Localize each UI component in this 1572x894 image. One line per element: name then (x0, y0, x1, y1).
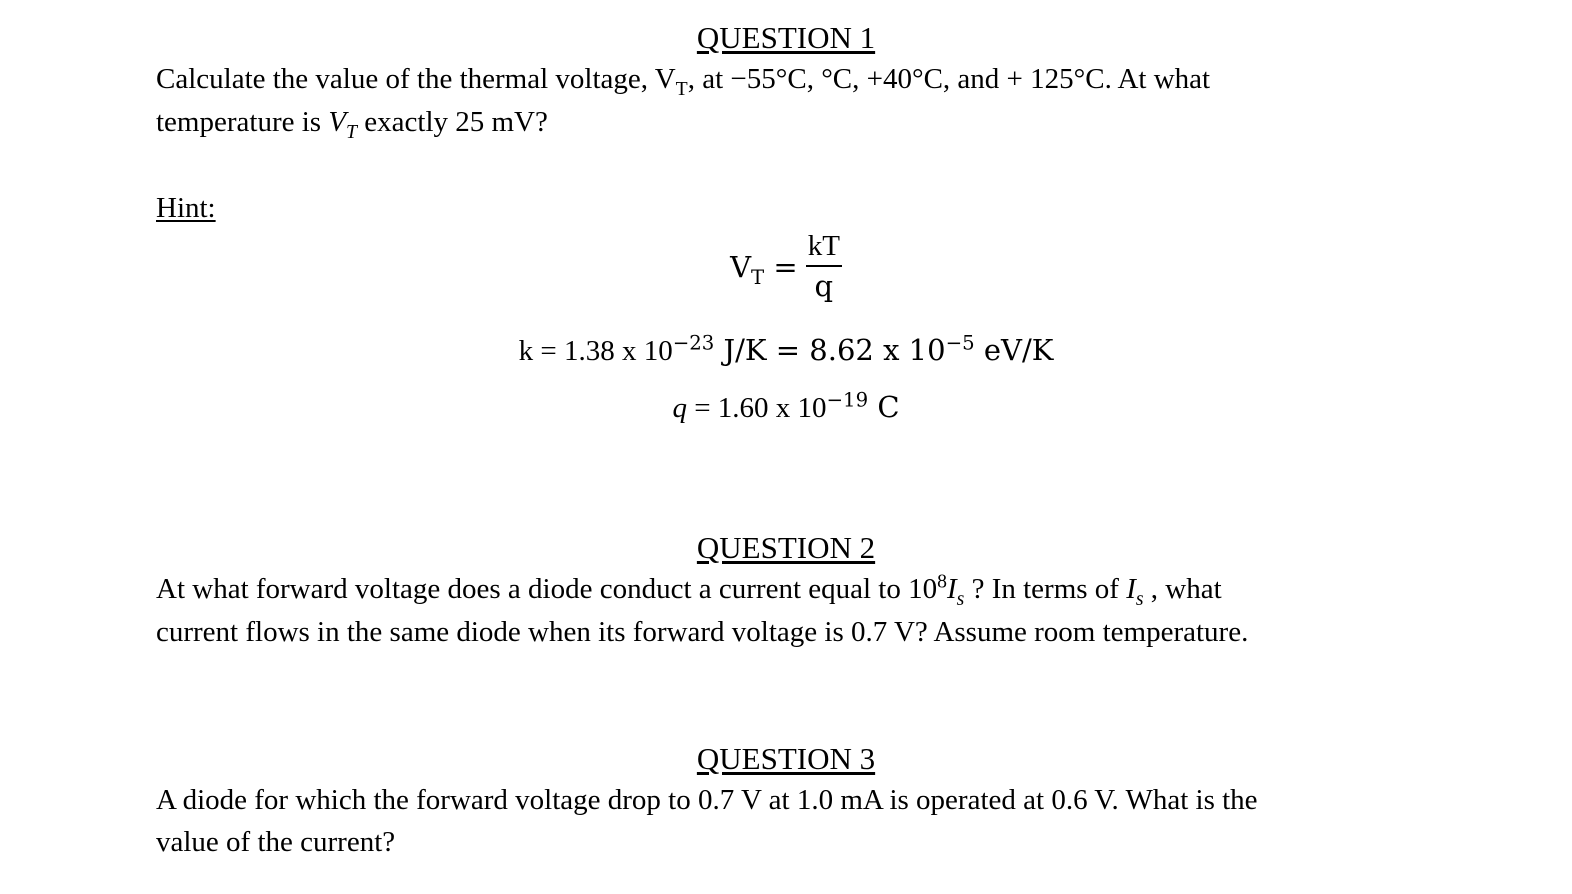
thermal-voltage-formula: $V_T$ = $\frac{kT}{q}$ (730, 230, 840, 303)
question-1-heading: QUESTION 1 (696, 20, 876, 55)
hint-label: Hint: (156, 192, 216, 224)
boltzmann-constant-line: k = 1.38 x $10^{-23}$ J/K = 8.62 x $10^{-5}$ eV/K (518, 331, 1054, 367)
question-1-line-1: Calculate the value of the thermal voltage, $V_T$, at −55°C, °C, +40°C, and + 125°C. At what (156, 63, 1211, 100)
question-2-line-1: At what forward voltage does a diode conduct a current equal to $10^8I_s$ ? In terms of $I_s$ , what (156, 570, 1222, 610)
question-3-line-2: value of the current? (156, 826, 396, 858)
formula-fraction: $\frac{kT}{q}$ (807, 230, 840, 303)
question-2-heading: QUESTION 2 (696, 530, 876, 565)
question-3-heading: QUESTION 3 (696, 741, 876, 776)
question-1-line-2: temperature is $V_T$ exactly 25 mV? (156, 106, 548, 143)
question-3-line-1: A diode for which the forward voltage drop to 0.7 V at 1.0 mA is operated at 0.6 V. What is the (156, 784, 1258, 816)
charge-constant-line: q = 1.60 x $10^{-19}$ C (672, 388, 900, 424)
question-2-line-2: current flows in the same diode when its forward voltage is 0.7 V? Assume room temperature. (156, 616, 1249, 648)
